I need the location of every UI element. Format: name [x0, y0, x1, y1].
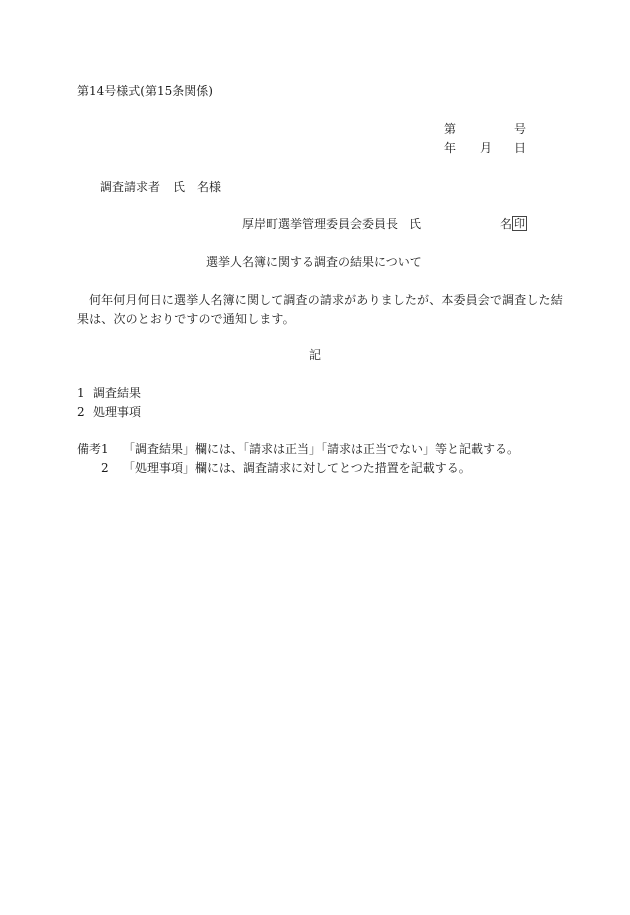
note-1 — [77, 443, 519, 455]
date-year: 年 — [444, 141, 457, 155]
seal-mark: 印 — [514, 217, 525, 230]
document-title: 選挙人名簿に関する調査の結果について — [206, 255, 422, 269]
note-text: 「調査結果」欄には、「請求は正当」「請求は正当でない」等と記載する。 — [123, 442, 520, 456]
note-text: 「処理事項」欄には、調査請求に対してとつた措置を記載する。 — [123, 461, 471, 475]
item-number: 1 — [77, 386, 85, 400]
note-2 — [77, 462, 471, 474]
item-label: 調査結果 — [93, 386, 142, 400]
item-label: 処理事項 — [93, 405, 142, 419]
note-heading: 備考1 — [77, 442, 109, 456]
list-item — [77, 406, 141, 418]
item-number: 2 — [77, 405, 85, 419]
sender-name-mei: 名 — [500, 217, 513, 231]
note-number: 2 — [101, 461, 109, 475]
form-number: 第14号様式(第15条関係) — [77, 84, 213, 98]
addressee-name: 氏 名様 — [173, 180, 222, 194]
body-text-line-1: 何年何月何日に選挙人名簿に関して調査の請求がありましたが、本委員会で調査した結 — [89, 293, 563, 307]
date-month: 月 — [480, 141, 493, 155]
sender-name-shi: 氏 — [409, 217, 422, 231]
document-number-label: 第 — [444, 122, 457, 136]
body-text-line-2: 果は、次のとおりですので通知します。 — [77, 312, 295, 326]
sender-title: 厚岸町選挙管理委員会委員長 — [242, 217, 399, 231]
list-item — [77, 387, 141, 399]
addressee-role: 調査請求者 — [100, 180, 161, 194]
document-number-suffix: 号 — [514, 122, 527, 136]
date-day: 日 — [514, 141, 527, 155]
ki-heading: 記 — [309, 348, 322, 362]
